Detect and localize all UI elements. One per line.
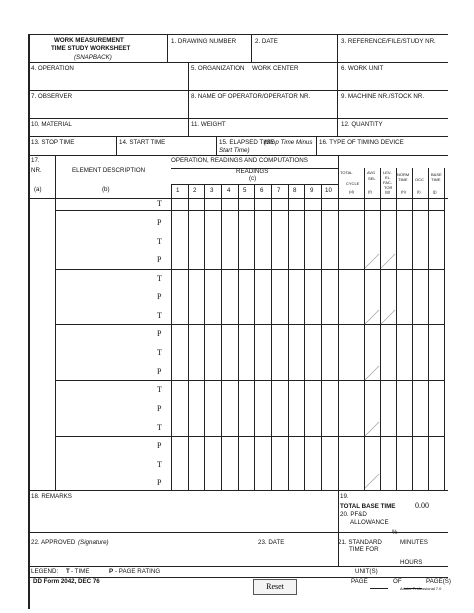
legend-label: LEGEND: [31, 568, 59, 575]
standard-label: 21. STANDARD [338, 539, 382, 546]
page-number-field[interactable] [370, 580, 388, 589]
machine-label: 9. MACHINE NR./STOCK NR. [341, 93, 425, 100]
form-subtitle: (SNAPBACK) [74, 54, 112, 61]
reading-number-9: 9 [310, 187, 314, 194]
legend-t-key: T [66, 568, 70, 575]
column-g-label: (g) [385, 189, 390, 194]
allowance-label: ALLOWANCE [350, 519, 389, 526]
row-marker-page-rating: P [157, 367, 162, 376]
row-marker-time: T [157, 385, 162, 394]
of-label: OF [393, 578, 402, 585]
reading-number-7: 7 [277, 187, 281, 194]
column-i-label: (i) [417, 189, 421, 194]
timing-device-label: 16. TYPE OF TIMING DEVICE [319, 139, 404, 146]
sel-header: SEL [368, 176, 376, 181]
page-label: PAGE [351, 578, 368, 585]
tor-header: TOR [384, 185, 393, 190]
reset-button[interactable]: Reset [253, 579, 297, 595]
units-label: UNIT(S) [355, 568, 378, 575]
elapsed-time-note: (Stop Time Minus [264, 139, 313, 146]
row-marker-time: T [157, 199, 162, 208]
base-time-header: TIME [431, 177, 441, 182]
reading-number-6: 6 [260, 187, 264, 194]
el-header: EL [385, 175, 390, 180]
total-base-time-label: TOTAL BASE TIME [340, 503, 396, 510]
material-label: 10. MATERIAL [31, 121, 72, 128]
row-marker-page-rating: P [157, 441, 162, 450]
column-b-label: (b) [102, 186, 110, 193]
operator-name-label: 8. NAME OF OPERATOR/OPERATOR NR. [191, 93, 311, 100]
item-17-label: 17. [31, 157, 40, 164]
item-19-label: 19. [340, 493, 349, 500]
observer-label: 7. OBSERVER [31, 93, 73, 100]
nr-column-header: NR. [31, 167, 42, 174]
total-base-time-value: 0.00 [415, 501, 429, 510]
remarks-label: 18. REMARKS [31, 493, 72, 500]
quantity-label: 12. QUANTITY [341, 121, 383, 128]
work-center-label: WORK CENTER [252, 65, 299, 72]
row-marker-page-rating: P [157, 218, 162, 227]
elapsed-time-label: 15. ELAPSED TIME [219, 139, 275, 146]
avg-header: AVG [367, 170, 376, 175]
norm-header: NORM [397, 172, 410, 177]
organization-label: 5. ORGANIZATION [191, 65, 245, 72]
column-d-label: (d) [349, 189, 354, 194]
form-id: DD Form 2042, DEC 76 [33, 578, 100, 585]
row-marker-page-rating: P [157, 329, 162, 338]
reading-number-1: 1 [176, 187, 180, 194]
form-title-line1: WORK MEASUREMENT [54, 37, 124, 44]
norm-time-header: TIME [398, 177, 408, 182]
weight-label: 11. WEIGHT [191, 121, 226, 128]
column-c-label: (c) [249, 175, 257, 182]
elapsed-time-note-2: Start Time) [219, 147, 250, 154]
reading-number-2: 2 [193, 187, 197, 194]
pfd-label: 20. PF&D [340, 511, 367, 518]
readings-header: READINGS [236, 168, 269, 175]
pages-label: PAGE(S) [426, 578, 451, 585]
time-for-label: TIME FOR [349, 546, 379, 553]
approved-label: 22. APPROVED [31, 539, 76, 546]
reading-number-5: 5 [243, 187, 247, 194]
row-marker-time: T [157, 311, 162, 320]
cycle-header: CYCLE [346, 181, 360, 186]
total-header: TOTAL [340, 170, 353, 175]
column-a-label: (a) [34, 186, 42, 193]
date-label: 2. DATE [255, 38, 278, 45]
occ-header: OCC [415, 177, 424, 182]
signature-label: (Signature) [78, 539, 109, 546]
stop-time-label: 13. STOP TIME [31, 139, 75, 146]
minutes-label: MINUTES [400, 539, 428, 546]
row-marker-time: T [157, 348, 162, 357]
element-description-header: ELEMENT DESCRIPTION [72, 167, 146, 174]
operation-readings-header: OPERATION, READINGS AND COMPUTATIONS [171, 157, 308, 164]
reading-number-3: 3 [210, 187, 214, 194]
base-header: BASE [431, 172, 442, 177]
row-marker-page-rating: P [157, 255, 162, 264]
row-marker-page-rating: P [157, 478, 162, 487]
row-marker-page-rating: P [157, 404, 162, 413]
row-marker-time: T [157, 423, 162, 432]
date-23-label: 23. DATE [258, 539, 285, 546]
reference-label: 3. REFERENCE/FILE/STUDY NR. [341, 38, 436, 45]
reading-number-8: 8 [293, 187, 297, 194]
adobe-version-note: Adobe Professional 7.0 [400, 586, 442, 591]
legend-p-text: - PAGE RATING [115, 568, 161, 575]
column-f-label: (f) [368, 189, 372, 194]
column-j-label: (j) [433, 189, 437, 194]
work-unit-label: 6. WORK UNIT [341, 65, 384, 72]
fac-header: FAC- [383, 180, 393, 185]
drawing-number-label: 1. DRAWING NUMBER [171, 38, 237, 45]
percent-label: % [392, 529, 398, 536]
column-h-label: (h) [401, 189, 406, 194]
row-marker-time: T [157, 237, 162, 246]
row-marker-time: T [157, 460, 162, 469]
row-marker-page-rating: P [157, 292, 162, 301]
operation-label: 4. OPERATION [31, 65, 74, 72]
reading-number-10: 10 [325, 187, 332, 194]
legend-p-key: P [109, 568, 114, 575]
hours-label: HOURS [400, 559, 423, 566]
start-time-label: 14. START TIME [119, 139, 166, 146]
row-marker-time: T [157, 274, 162, 283]
legend-t-text: - TIME [71, 568, 90, 575]
lev-header: LEV- [383, 170, 392, 175]
form-title-line2: TIME STUDY WORKSHEET [51, 45, 131, 52]
reading-number-4: 4 [227, 187, 231, 194]
